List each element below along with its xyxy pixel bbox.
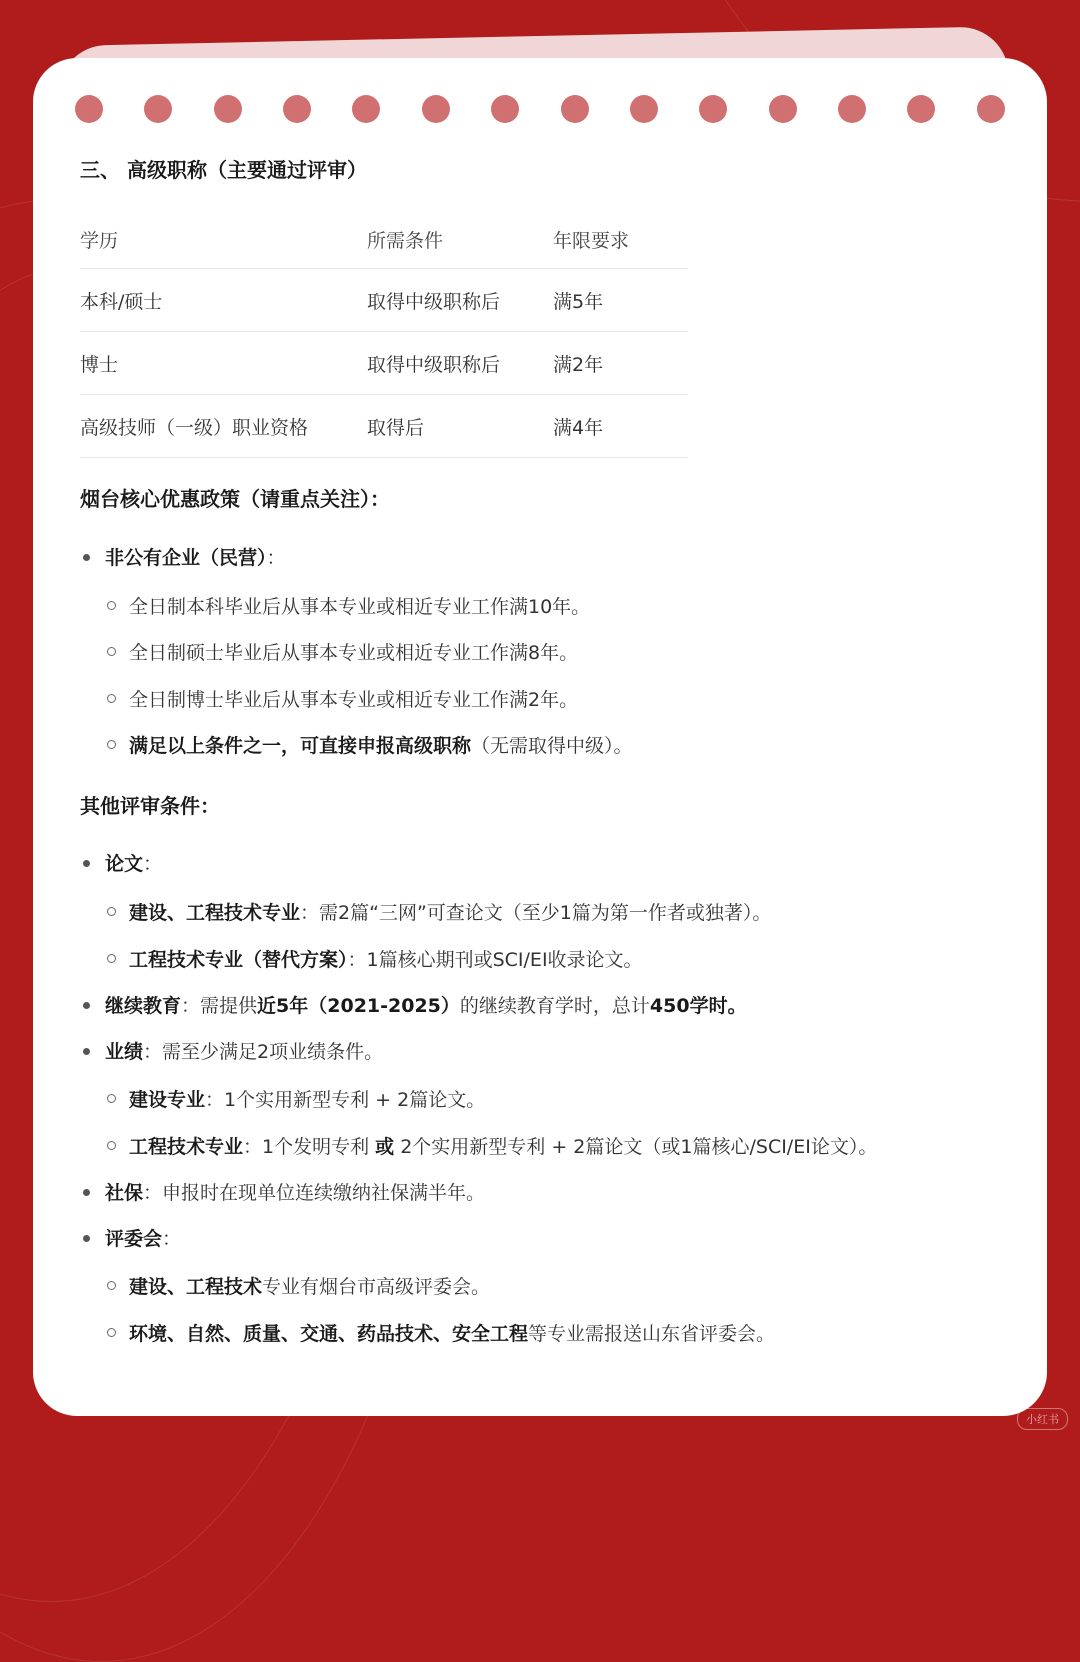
binding-hole	[283, 95, 311, 123]
emphasis-text: 满足以上条件之一，可直接申报高级职称	[129, 735, 472, 757]
binding-hole	[699, 95, 727, 123]
plain-text: 2个实用新型专利 + 2篇论文（或1篇核心/SCI/EI论文）。	[394, 1136, 878, 1158]
binding-hole	[838, 95, 866, 123]
emphasis-text: 近5年（2021-2025）	[257, 995, 460, 1017]
emphasis-text: 环境、自然、质量、交通、药品技术、安全工程	[129, 1323, 529, 1345]
list-item	[80, 1037, 383, 1064]
item-suffix: ：	[143, 853, 163, 875]
table-cell: 本科/硕士	[80, 269, 367, 332]
item-label: 业绩	[105, 1041, 144, 1063]
table-cell: 满5年	[553, 269, 688, 332]
item-label: 论文	[105, 853, 144, 875]
item-suffix: ：	[266, 547, 286, 569]
binding-hole	[561, 95, 589, 123]
binding-hole	[769, 95, 797, 123]
item-label: 继续教育	[105, 995, 182, 1017]
binding-hole	[630, 95, 658, 123]
plain-text: 的继续教育学时，总计	[459, 995, 650, 1017]
table-row	[80, 269, 688, 332]
plain-text: ：需至少满足2项业绩条件。	[143, 1041, 384, 1063]
item-label: 评委会	[105, 1228, 163, 1250]
binding-hole	[75, 95, 103, 123]
table-row	[80, 395, 688, 458]
list-item	[80, 849, 162, 876]
plain-text: ：需2篇“三网”可查论文（至少1篇为第一作者或独著）。	[300, 902, 772, 924]
plain-text: （无需取得中级）。	[471, 735, 633, 757]
sub-list-item	[80, 731, 633, 758]
plain-text: ：需提供	[181, 995, 258, 1017]
plain-text: 专业有烟台市高级评委会。	[262, 1276, 491, 1298]
binding-hole	[214, 95, 242, 123]
sub-list-item: 全日制硕士毕业后从事本专业或相近专业工作满8年。	[80, 638, 578, 665]
emphasis-text: 建设、工程技术	[129, 1276, 263, 1298]
table-header-row	[80, 210, 688, 269]
requirements-table	[80, 210, 688, 458]
plain-text: ：1篇核心期刊或SCI/EI收录论文。	[347, 949, 643, 971]
binding-hole	[422, 95, 450, 123]
sub-list-item	[80, 945, 643, 972]
binding-hole	[907, 95, 935, 123]
emphasis-text: 工程技术专业	[129, 1136, 244, 1158]
table-header-cell: 学历	[80, 210, 367, 269]
item-label: 社保	[105, 1182, 144, 1204]
sub-list-item	[80, 1132, 877, 1159]
table-cell: 取得后	[367, 395, 553, 458]
table-cell: 取得中级职称后	[367, 332, 553, 395]
table-cell: 高级技师（一级）职业资格	[80, 395, 367, 458]
policy-heading: 烟台核心优惠政策（请重点关注）：	[80, 487, 390, 511]
plain-text: 等专业需报送山东省评委会。	[528, 1323, 776, 1345]
table-cell: 取得中级职称后	[367, 269, 553, 332]
binding-hole	[491, 95, 519, 123]
plain-text: ：1个发明专利	[243, 1136, 376, 1158]
item-label: 非公有企业（民营）	[105, 547, 267, 569]
sub-list-item	[80, 1272, 490, 1299]
emphasis-text: 450学时。	[649, 995, 747, 1017]
table-row	[80, 332, 688, 395]
table-cell: 满4年	[553, 395, 688, 458]
emphasis-text: 建设专业	[129, 1089, 206, 1111]
table-cell: 满2年	[553, 332, 688, 395]
binding-hole	[977, 95, 1005, 123]
table-cell: 博士	[80, 332, 367, 395]
table-header-cell: 所需条件	[367, 210, 553, 269]
sub-list-item	[80, 898, 771, 925]
watermark: 小红书	[1017, 1408, 1068, 1430]
plain-text: ：1个实用新型专利 + 2篇论文。	[205, 1089, 486, 1111]
emphasis-text: 工程技术专业（替代方案）	[129, 949, 348, 971]
list-item	[80, 1178, 485, 1205]
binding-hole	[352, 95, 380, 123]
list-item	[80, 543, 286, 570]
emphasis-text: 建设、工程技术专业	[129, 902, 301, 924]
list-item	[80, 991, 747, 1018]
sub-list-item: 全日制博士毕业后从事本专业或相近专业工作满2年。	[80, 685, 578, 712]
sub-list-item: 全日制本科毕业后从事本专业或相近专业工作满10年。	[80, 592, 590, 619]
binding-holes	[75, 95, 1005, 123]
binding-hole	[144, 95, 172, 123]
sub-list-item	[80, 1085, 485, 1112]
item-suffix: ：	[162, 1228, 182, 1250]
table-header-cell: 年限要求	[553, 210, 688, 269]
emphasis-text: 或	[375, 1136, 395, 1158]
other-heading: 其他评审条件：	[80, 794, 220, 818]
section-title: 三、 高级职称（主要通过评审）	[80, 158, 367, 182]
sub-list-item	[80, 1319, 775, 1346]
list-item	[80, 1224, 181, 1251]
plain-text: ：申报时在现单位连续缴纳社保满半年。	[143, 1182, 486, 1204]
